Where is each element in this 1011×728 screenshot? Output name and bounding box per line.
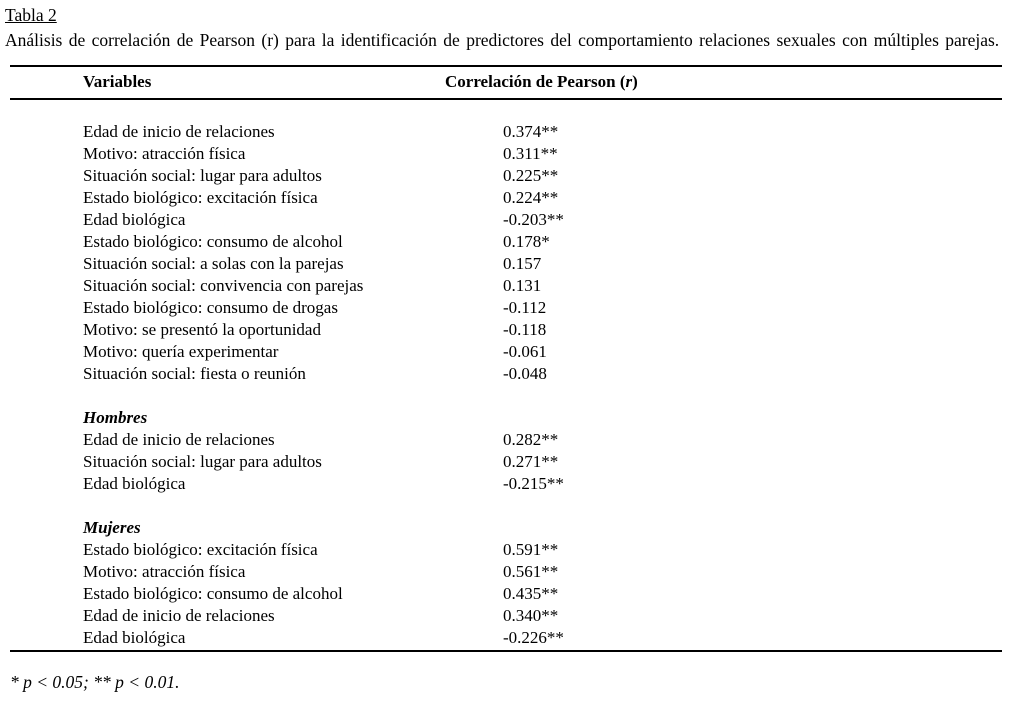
table-row xyxy=(10,605,1002,627)
row-label: Situación social: a solas con la parejas xyxy=(83,254,344,273)
table-row xyxy=(10,275,1002,297)
row-value: -0.112 xyxy=(503,298,547,317)
table-row xyxy=(10,451,1002,473)
row-value: 0.178* xyxy=(503,232,550,251)
row-value: -0.048 xyxy=(503,364,547,383)
row-value: 0.282** xyxy=(503,430,559,449)
row-label: Edad de inicio de relaciones xyxy=(83,430,275,449)
table-row xyxy=(10,165,1002,187)
table-caption: Análisis de correlación de Pearson (r) para la identificación de predictores del comportamiento relaciones sexuales con múltiples parejas. xyxy=(5,30,1000,50)
row-value: 0.271** xyxy=(503,452,559,471)
row-value: -0.061 xyxy=(503,342,547,361)
table-row xyxy=(10,341,1002,363)
row-value: 0.340** xyxy=(503,606,559,625)
table-header-row xyxy=(10,67,1002,100)
row-value: 0.225** xyxy=(503,166,559,185)
table-row xyxy=(10,253,1002,275)
row-value: 0.591** xyxy=(503,540,559,559)
row-value: 0.561** xyxy=(503,562,559,581)
section-header-hombres: Hombres xyxy=(83,408,148,427)
section-header-mujeres: Mujeres xyxy=(83,518,141,537)
table-row xyxy=(10,539,1002,561)
row-label: Estado biológico: excitación física xyxy=(83,188,318,207)
table-row xyxy=(10,561,1002,583)
row-label: Motivo: quería experimentar xyxy=(83,342,279,361)
table-row xyxy=(10,121,1002,143)
table-row xyxy=(10,583,1002,605)
correlation-table xyxy=(10,65,1002,652)
table-row xyxy=(10,627,1002,649)
table-row xyxy=(10,363,1002,385)
table-row xyxy=(10,231,1002,253)
column-header-variables: Variables xyxy=(83,72,152,91)
table-body xyxy=(10,100,1002,650)
table-row xyxy=(10,429,1002,451)
row-value: -0.215** xyxy=(503,474,564,493)
header-text-suffix: ) xyxy=(632,72,638,91)
row-label: Estado biológico: consumo de drogas xyxy=(83,298,338,317)
row-label: Edad biológica xyxy=(83,628,186,647)
row-value: 0.131 xyxy=(503,276,542,295)
row-label: Edad de inicio de relaciones xyxy=(83,122,275,141)
row-label: Edad biológica xyxy=(83,474,186,493)
table-row xyxy=(10,319,1002,341)
table-row xyxy=(10,473,1002,495)
row-label: Estado biológico: consumo de alcohol xyxy=(83,232,343,251)
row-label: Edad biológica xyxy=(83,210,186,229)
significance-footnote: * p < 0.05; ** p < 0.01. xyxy=(10,672,180,692)
row-value: 0.374** xyxy=(503,122,559,141)
spacer-row xyxy=(10,495,1002,517)
row-value: -0.118 xyxy=(503,320,547,339)
row-value: 0.311** xyxy=(503,144,558,163)
table-row xyxy=(10,297,1002,319)
row-label: Situación social: fiesta o reunión xyxy=(83,364,306,383)
row-value: -0.226** xyxy=(503,628,564,647)
table-row xyxy=(10,209,1002,231)
column-header-pearson-correlation xyxy=(445,72,638,92)
row-label: Edad de inicio de relaciones xyxy=(83,606,275,625)
row-label: Estado biológico: excitación física xyxy=(83,540,318,559)
row-label: Motivo: atracción física xyxy=(83,144,246,163)
row-label: Motivo: se presentó la oportunidad xyxy=(83,320,321,339)
row-label: Situación social: convivencia con parejas xyxy=(83,276,364,295)
row-label: Situación social: lugar para adultos xyxy=(83,452,322,471)
row-label: Estado biológico: consumo de alcohol xyxy=(83,584,343,603)
spacer-row xyxy=(10,385,1002,407)
row-label: Situación social: lugar para adultos xyxy=(83,166,322,185)
row-value: -0.203** xyxy=(503,210,564,229)
header-italic-r: r xyxy=(625,72,633,91)
row-value: 0.224** xyxy=(503,188,559,207)
table-row xyxy=(10,187,1002,209)
table-row xyxy=(10,143,1002,165)
header-text-prefix: Correlación de Pearson ( xyxy=(445,72,626,91)
row-label: Motivo: atracción física xyxy=(83,562,246,581)
row-value: 0.435** xyxy=(503,584,559,603)
row-value: 0.157 xyxy=(503,254,542,273)
table-title: Tabla 2 xyxy=(5,5,57,25)
